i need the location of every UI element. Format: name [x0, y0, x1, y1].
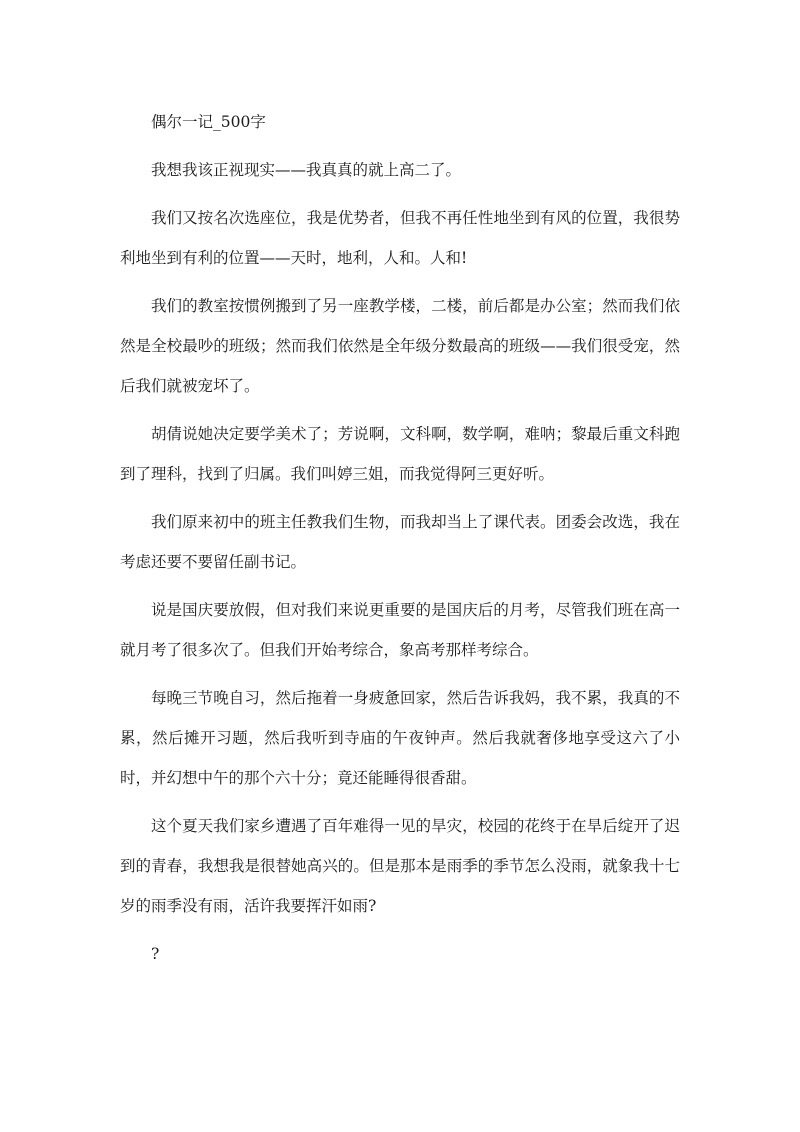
paragraph-7: 每晚三节晚自习，然后拖着一身疲惫回家，然后告诉我妈，我不累，我真的不累，然后摊开习题，然后我听到寺庙的午夜钟声。然后我就奢侈地享受这六了小时，并幻想中午的那个六十分；竟还能睡得很香甜。 — [120, 689, 680, 787]
paragraph-1: 我想我该正视现实——我真真的就上高二了。 — [151, 161, 462, 179]
paragraph-6: 说是国庆要放假，但对我们来说更重要的是国庆后的月考，尽管我们班在高一就月考了很多次了。但我们开始考综合，象高考那样考综合。 — [120, 601, 680, 659]
document-title: 偶尔一记_500字 — [151, 113, 266, 131]
paragraph-4: 胡倩说她决定要学美术了；芳说啊，文科啊，数学啊，难呐；黎最后重文科跑到了理科，找到了归属。我们叫婷三姐，而我觉得阿三更好听。 — [120, 425, 680, 483]
document-body — [120, 102, 680, 982]
paragraph-5: 我们原来初中的班主任教我们生物，而我却当上了课代表。团委会改选，我在考虑还要不要留任副书记。 — [120, 513, 680, 571]
paragraph-3: 我们的教室按惯例搬到了另一座教学楼，二楼，前后都是办公室；然而我们依然是全校最吵的班级；然而我们依然是全年级分数最高的班级——我们很受宠，然后我们就被宠坏了。 — [120, 297, 680, 395]
paragraph-2: 我们又按名次选座位，我是优势者，但我不再任性地坐到有风的位置，我很势利地坐到有利的位置——天时，地利，人和。人和! — [120, 209, 680, 267]
paragraph-9: ? — [151, 945, 160, 963]
paragraph-8: 这个夏天我们家乡遭遇了百年难得一见的旱灾，校园的花终于在旱后绽开了迟到的青春，我想我是很替她高兴的。但是那本是雨季的季节怎么没雨，就象我十七岁的雨季没有雨，活许我要挥汗如雨? — [120, 817, 680, 915]
